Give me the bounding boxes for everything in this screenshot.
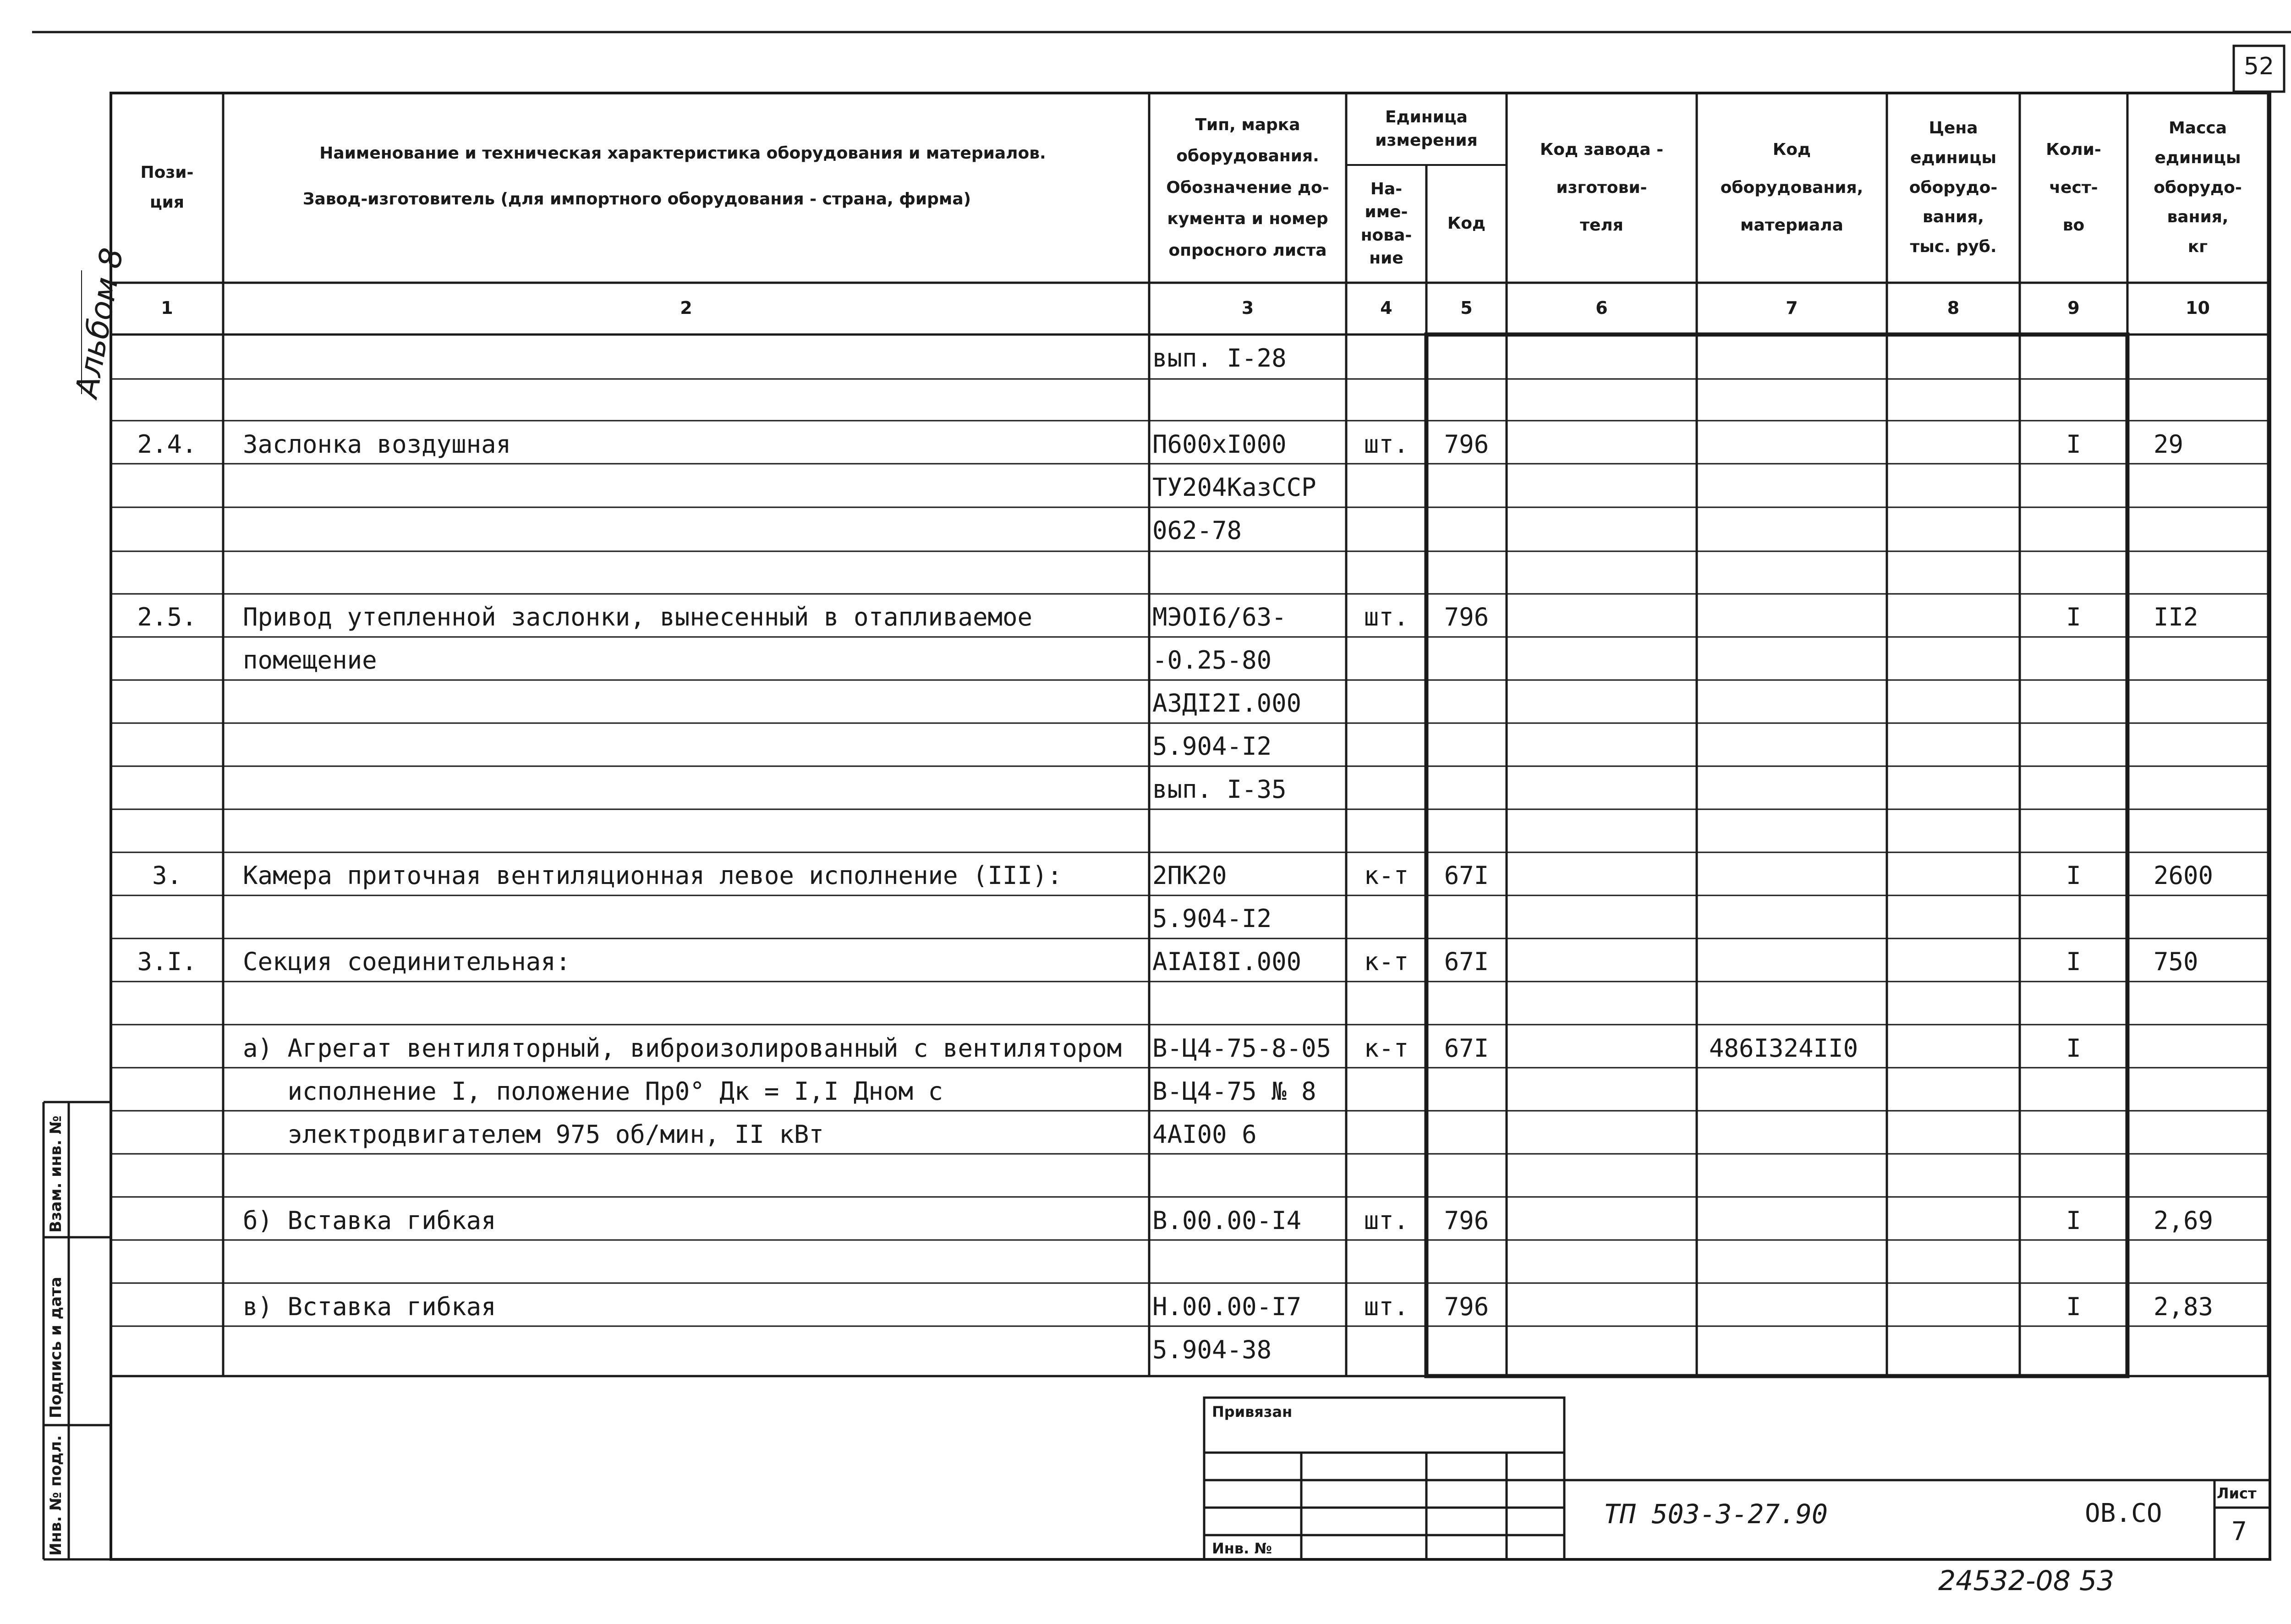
header-unit: Единица измерения — [1375, 108, 1478, 150]
cell-type: 2ПК20 — [1152, 861, 1227, 890]
cell-type: АЗДI2I.000 — [1152, 688, 1302, 718]
header-unit-name: На- име- нова- ние — [1360, 179, 1412, 268]
cell-qty: I — [2066, 1033, 2081, 1063]
header-name-a: Наименование и техническая характеристика оборудования и материалов. — [319, 143, 1046, 163]
sheet-label: Лист — [2217, 1485, 2257, 1502]
cell-mass: II2 — [2154, 602, 2198, 631]
cell-pos: 2.4. — [137, 430, 197, 459]
cell-unit: шт. — [1364, 1206, 1409, 1235]
col-number: 6 — [1595, 298, 1608, 318]
cell-type: 5.904-I2 — [1152, 904, 1272, 933]
col-number: 4 — [1380, 298, 1392, 318]
header-type: Тип, марка оборудования. Обозначение до- кумента и номер опросного листа — [1166, 115, 1329, 260]
col-number: 3 — [1241, 298, 1254, 318]
cell-name: Привод утепленной заслонки, вынесенный в отапливаемое — [243, 602, 1033, 631]
header-price: Цена единицы оборудо- вания, тыс. руб. — [1909, 119, 1998, 257]
cell-type: 062-78 — [1152, 516, 1242, 545]
cell-unit: шт. — [1364, 1292, 1409, 1322]
col-number: 2 — [680, 298, 692, 318]
cell-type: вып. I-35 — [1152, 775, 1287, 804]
cell-equip: 486I324II0 — [1709, 1033, 1858, 1063]
cell-code: 796 — [1444, 602, 1489, 631]
privyazan-label: Привязан — [1212, 1403, 1293, 1421]
cell-type: 5.904-38 — [1152, 1335, 1272, 1365]
cell-type: В.00.00-I4 — [1152, 1206, 1302, 1235]
cell-type: АIАI8I.000 — [1152, 947, 1302, 977]
cell-mass: 29 — [2154, 430, 2184, 459]
cell-name: исполнение I, положение Пр0° Дк = I,I Дном с — [243, 1076, 943, 1106]
cell-mass: 750 — [2154, 947, 2198, 977]
cell-unit: шт. — [1364, 602, 1409, 631]
cell-pos: 3. — [152, 861, 182, 890]
cell-type: МЭОI6/63- — [1152, 602, 1287, 631]
cell-type: В-Ц4-75 № 8 — [1152, 1076, 1316, 1106]
inv-no-label: Инв. № — [1212, 1540, 1272, 1557]
cell-qty: I — [2066, 947, 2081, 977]
side-label-podpis: Подпись и дата — [47, 1277, 65, 1418]
header-position: Пози- ция — [140, 163, 194, 212]
cell-type: 4АI00 6 — [1152, 1119, 1257, 1149]
cell-pos: 3.I. — [137, 947, 197, 977]
cell-name: Заслонка воздушная — [243, 430, 511, 459]
cell-name: электродвигателем 975 об/мин, II кВт — [243, 1119, 824, 1149]
cell-code: 796 — [1444, 430, 1489, 459]
cell-name: Секция соединительная: — [243, 947, 571, 977]
page-number: 52 — [2243, 53, 2275, 80]
cell-type: П600хI000 — [1152, 430, 1287, 459]
cell-code: 796 — [1444, 1292, 1489, 1322]
side-label-inv-podl: Инв. № подл. — [47, 1435, 65, 1556]
document-code: ТП 503-3-27.90 — [1604, 1498, 1828, 1530]
cell-name: в) Вставка гибкая — [243, 1292, 496, 1322]
cell-type: Н.00.00-I7 — [1152, 1292, 1302, 1322]
bottom-handwritten-number: 24532-08 53 — [1938, 1565, 2115, 1597]
cell-type: ТУ204КазССР — [1152, 473, 1316, 502]
cell-type: вып. I-28 — [1152, 344, 1287, 373]
document-mark: ОВ.СО — [2085, 1498, 2162, 1528]
col-number: 5 — [1460, 298, 1473, 318]
cell-unit: к-т — [1364, 1033, 1409, 1063]
cell-type: -0.25-80 — [1152, 645, 1272, 675]
header-unit-code: Код — [1447, 214, 1486, 233]
cell-name: помещение — [243, 645, 377, 675]
cell-type: 5.904-I2 — [1152, 731, 1272, 761]
col-number: 8 — [1947, 298, 1960, 318]
col-number: 7 — [1786, 298, 1798, 318]
header-quantity: Коли- чест- во — [2046, 140, 2101, 235]
header-equipment-code: Код оборудования, материала — [1720, 140, 1863, 235]
cell-qty: I — [2066, 430, 2081, 459]
cell-code: 796 — [1444, 1206, 1489, 1235]
cell-pos: 2.5. — [137, 602, 197, 631]
cell-unit: к-т — [1364, 861, 1409, 890]
cell-name: б) Вставка гибкая — [243, 1206, 496, 1235]
cell-name: а) Агрегат вентиляторный, виброизолированный с вентилятором — [243, 1033, 1122, 1063]
cell-mass: 2600 — [2154, 861, 2214, 890]
sheet-number: 7 — [2231, 1517, 2247, 1547]
cell-qty: I — [2066, 602, 2081, 631]
cell-qty: I — [2066, 1292, 2081, 1322]
cell-code: 67I — [1444, 947, 1489, 977]
cell-mass: 2,83 — [2154, 1292, 2214, 1322]
col-number: 1 — [161, 298, 173, 318]
col-number: 10 — [2186, 298, 2210, 318]
cell-qty: I — [2066, 861, 2081, 890]
cell-code: 67I — [1444, 1033, 1489, 1063]
col-number: 9 — [2067, 298, 2080, 318]
header-mass: Масса единицы оборудо- вания, кг — [2154, 119, 2242, 257]
cell-name: Камера приточная вентиляционная левое исполнение (III): — [243, 861, 1063, 890]
cell-mass: 2,69 — [2154, 1206, 2214, 1235]
cell-type: В-Ц4-75-8-05 — [1152, 1033, 1332, 1063]
header-name-b: Завод-изготовитель (для импортного оборудования - страна, фирма) — [302, 189, 971, 208]
header-plant-code: Код завода - изготови- теля — [1540, 140, 1664, 235]
album-note: Альбом 8 — [69, 245, 131, 401]
cell-qty: I — [2066, 1206, 2081, 1235]
cell-code: 67I — [1444, 861, 1489, 890]
side-label-vzam: Взам. инв. № — [47, 1115, 65, 1233]
cell-unit: к-т — [1364, 947, 1409, 977]
cell-unit: шт. — [1364, 430, 1409, 459]
